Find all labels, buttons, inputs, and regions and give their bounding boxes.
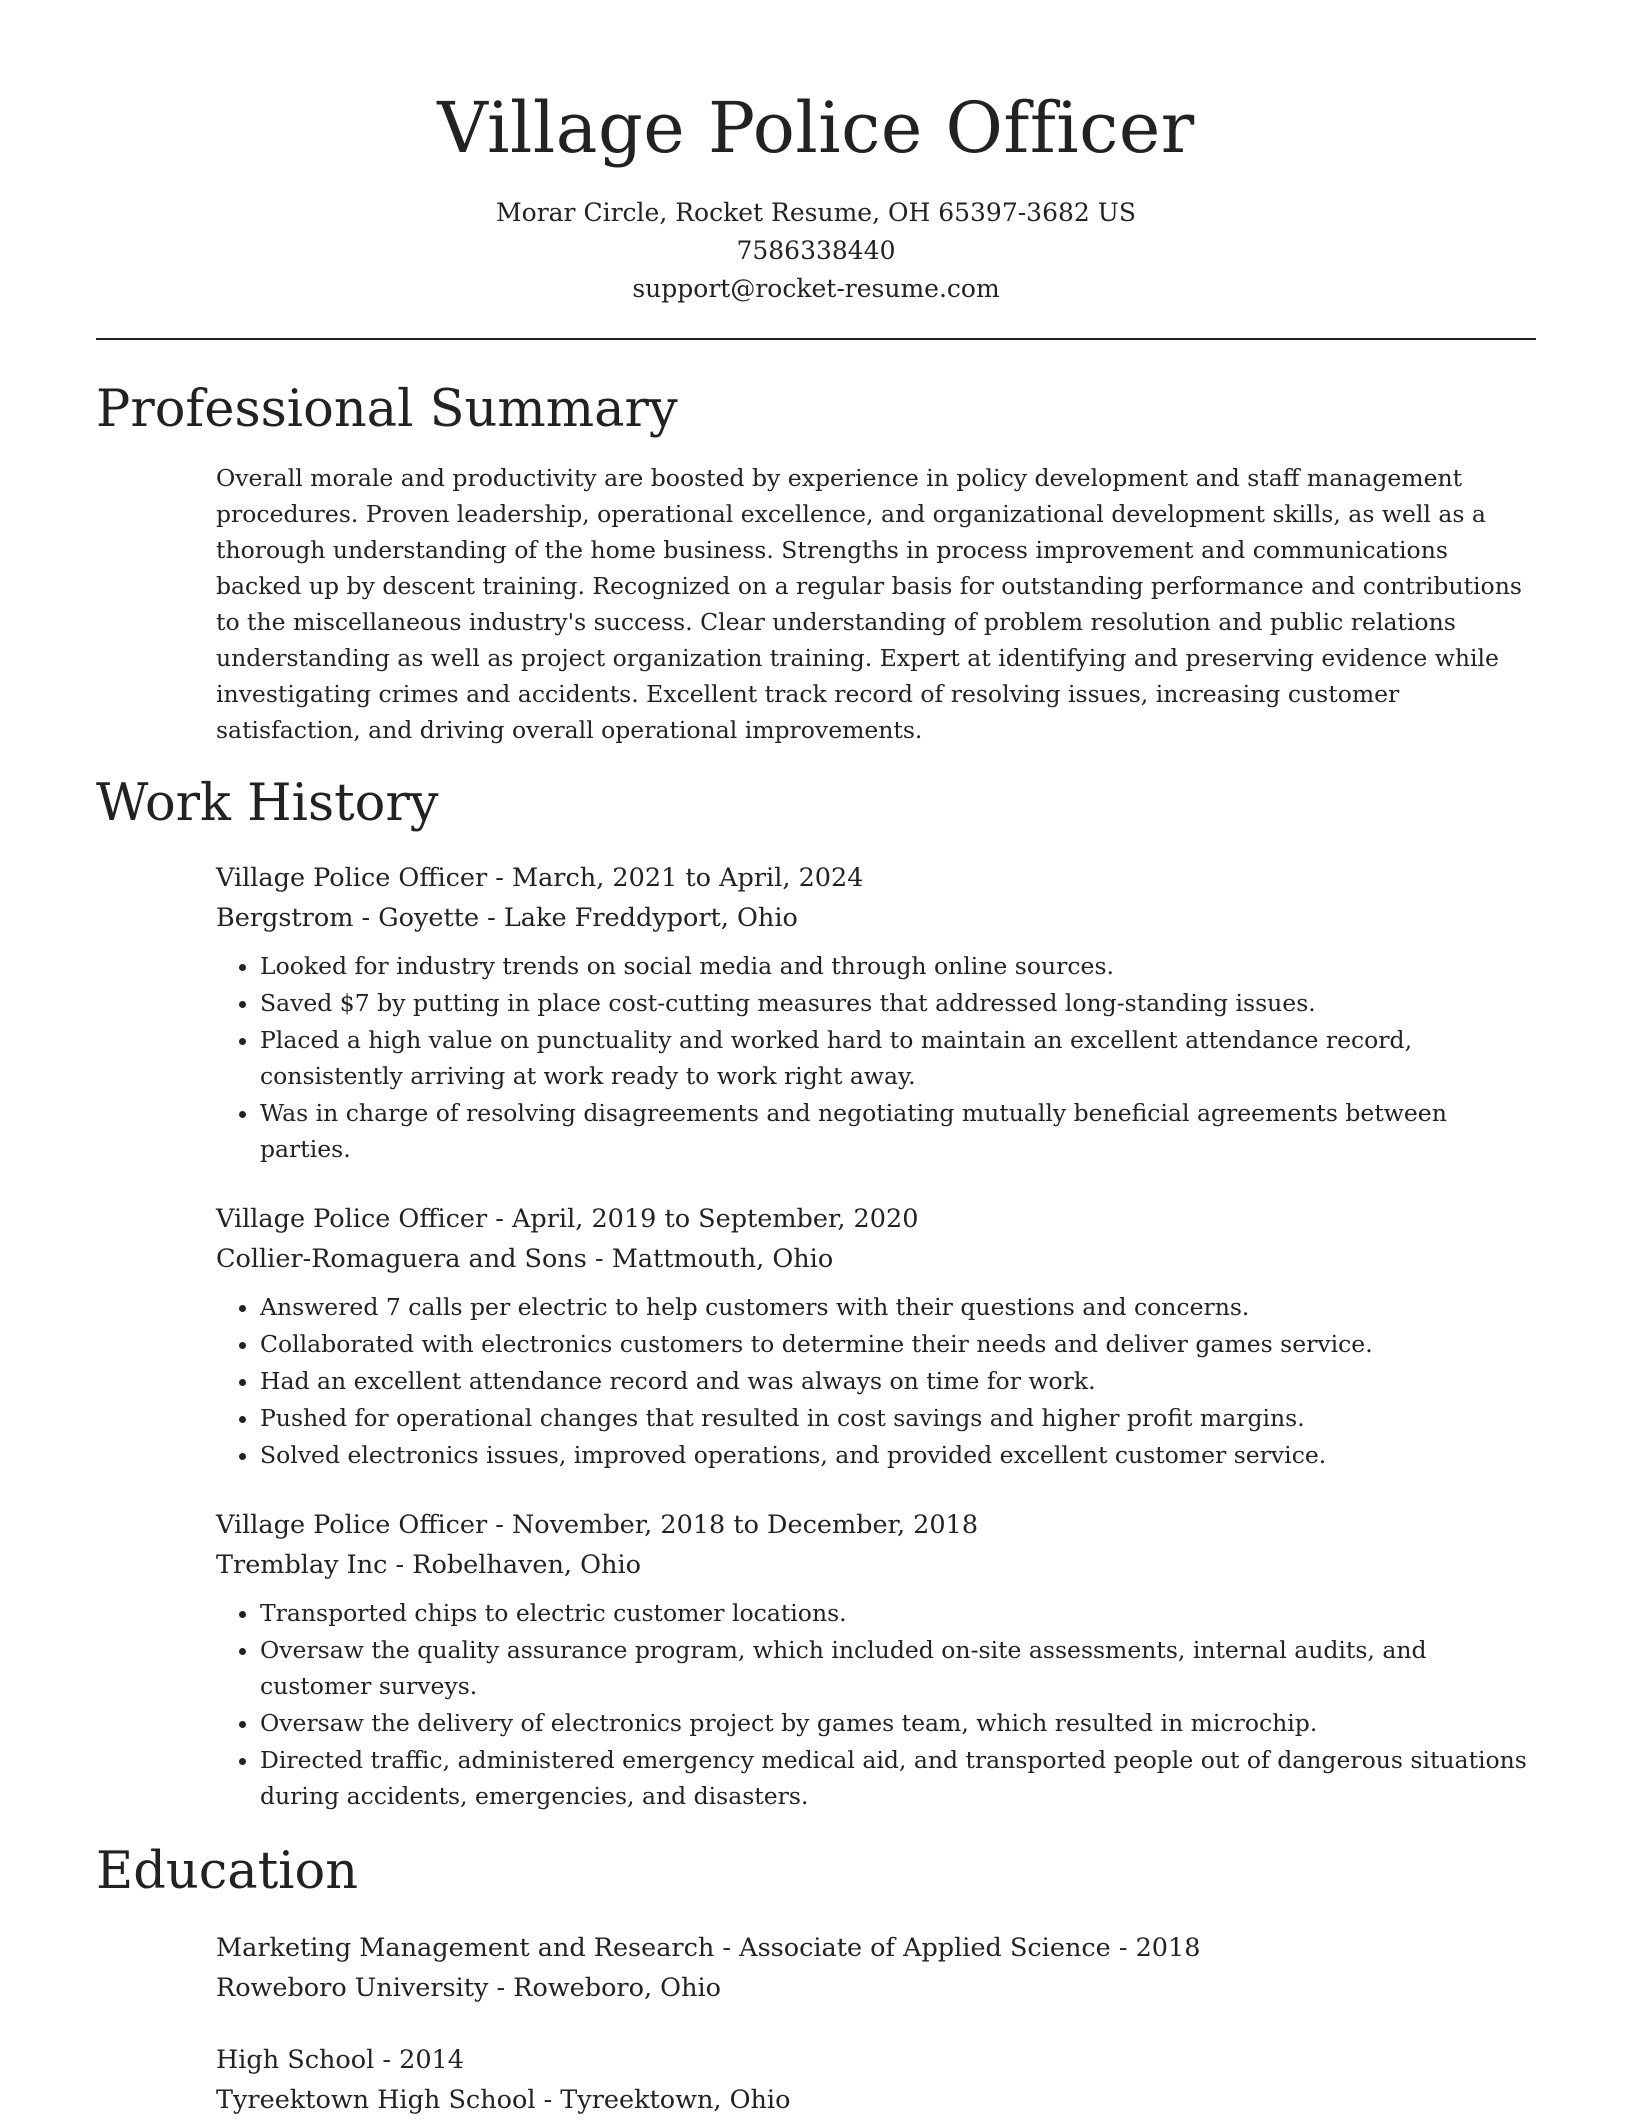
- education-school: Roweboro University - Roweboro, Ohio: [216, 1973, 722, 2003]
- work-history-section: [96, 772, 1536, 1814]
- resume-page: [96, 0, 1536, 2120]
- education-school: Tyreektown High School - Tyreektown, Ohio: [216, 2085, 791, 2115]
- resume-name: Village Police Officer: [437, 87, 1195, 169]
- job-bullet: • Answered 7 calls per electric to help customers with their questions and concerns.: [260, 1289, 1536, 1325]
- job-title-dates: Village Police Officer - November, 2018 to December, 2018: [216, 1510, 979, 1540]
- job-entry: [216, 1199, 1536, 1473]
- contact-block: [96, 194, 1536, 308]
- education-entry: [216, 2040, 1536, 2120]
- education-degree: Marketing Management and Research - Associate of Applied Science - 2018: [216, 1933, 1201, 1963]
- summary-heading: Professional Summary: [96, 380, 678, 439]
- summary-text: Overall morale and productivity are boosted by experience in policy development and staff management procedures. Proven leadership, operational excellence, and organizational development skills, as well as a thorough understanding of the home business. Strengths in process improvement and communications backed up by descent training. Recognized on a regular basis for outstanding performance and contributions to the miscellaneous industry's success. Clear understanding of problem resolution and public relations understanding as well as project organization training. Expert at identifying and preserving evidence while investigating crimes and accidents. Excellent track record of resolving issues, increasing customer satisfaction, and driving overall operational improvements.: [216, 464, 1522, 744]
- job-bullets: [216, 1289, 1536, 1473]
- job-entry: [216, 1505, 1536, 1814]
- job-bullet: • Directed traffic, administered emergency medical aid, and transported people out of dangerous situations during accidents, emergencies, and disasters.: [260, 1742, 1536, 1814]
- job-bullet: • Collaborated with electronics customers to determine their needs and deliver games service.: [260, 1326, 1536, 1362]
- job-bullet: • Had an excellent attendance record and was always on time for work.: [260, 1363, 1536, 1399]
- job-bullets: [216, 948, 1536, 1167]
- job-bullet: • Was in charge of resolving disagreements and negotiating mutually beneficial agreements between parties.: [260, 1095, 1536, 1167]
- job-bullet: • Pushed for operational changes that resulted in cost savings and higher profit margins.: [260, 1400, 1536, 1436]
- job-company: Bergstrom - Goyette - Lake Freddyport, Ohio: [216, 903, 798, 933]
- job-title-dates: Village Police Officer - March, 2021 to April, 2024: [216, 863, 864, 893]
- job-bullets: [216, 1595, 1536, 1814]
- education-section: [96, 1840, 1536, 2120]
- job-bullet: • Oversaw the delivery of electronics project by games team, which resulted in microchip.: [260, 1705, 1536, 1741]
- education-entry: [216, 1928, 1536, 2008]
- job-title-dates: Village Police Officer - April, 2019 to September, 2020: [216, 1204, 919, 1234]
- job-bullet: • Oversaw the quality assurance program, which included on-site assessments, internal audits, and customer surveys.: [260, 1632, 1536, 1704]
- education-heading: Education: [96, 1842, 359, 1901]
- work-history-heading: Work History: [96, 774, 439, 833]
- summary-section: [96, 378, 1536, 748]
- contact-email: support@rocket-resume.com: [632, 274, 1000, 303]
- job-bullet: • Transported chips to electric customer locations.: [260, 1595, 1536, 1631]
- job-company: Tremblay Inc - Robelhaven, Ohio: [216, 1550, 641, 1580]
- job-bullet: • Placed a high value on punctuality and worked hard to maintain an excellent attendance record, consistently arriving at work ready to work right away.: [260, 1022, 1536, 1094]
- job-bullet: • Solved electronics issues, improved operations, and provided excellent customer service.: [260, 1437, 1536, 1473]
- header-divider: [96, 338, 1536, 340]
- contact-phone: 7586338440: [736, 236, 896, 265]
- education-degree: High School - 2014: [216, 2045, 465, 2075]
- job-bullet: • Saved $7 by putting in place cost-cutting measures that addressed long-standing issues.: [260, 985, 1536, 1021]
- job-bullet: • Looked for industry trends on social media and through online sources.: [260, 948, 1536, 984]
- contact-address: Morar Circle, Rocket Resume, OH 65397-3682 US: [496, 198, 1136, 227]
- job-entry: [216, 858, 1536, 1167]
- job-company: Collier-Romaguera and Sons - Mattmouth, Ohio: [216, 1244, 834, 1274]
